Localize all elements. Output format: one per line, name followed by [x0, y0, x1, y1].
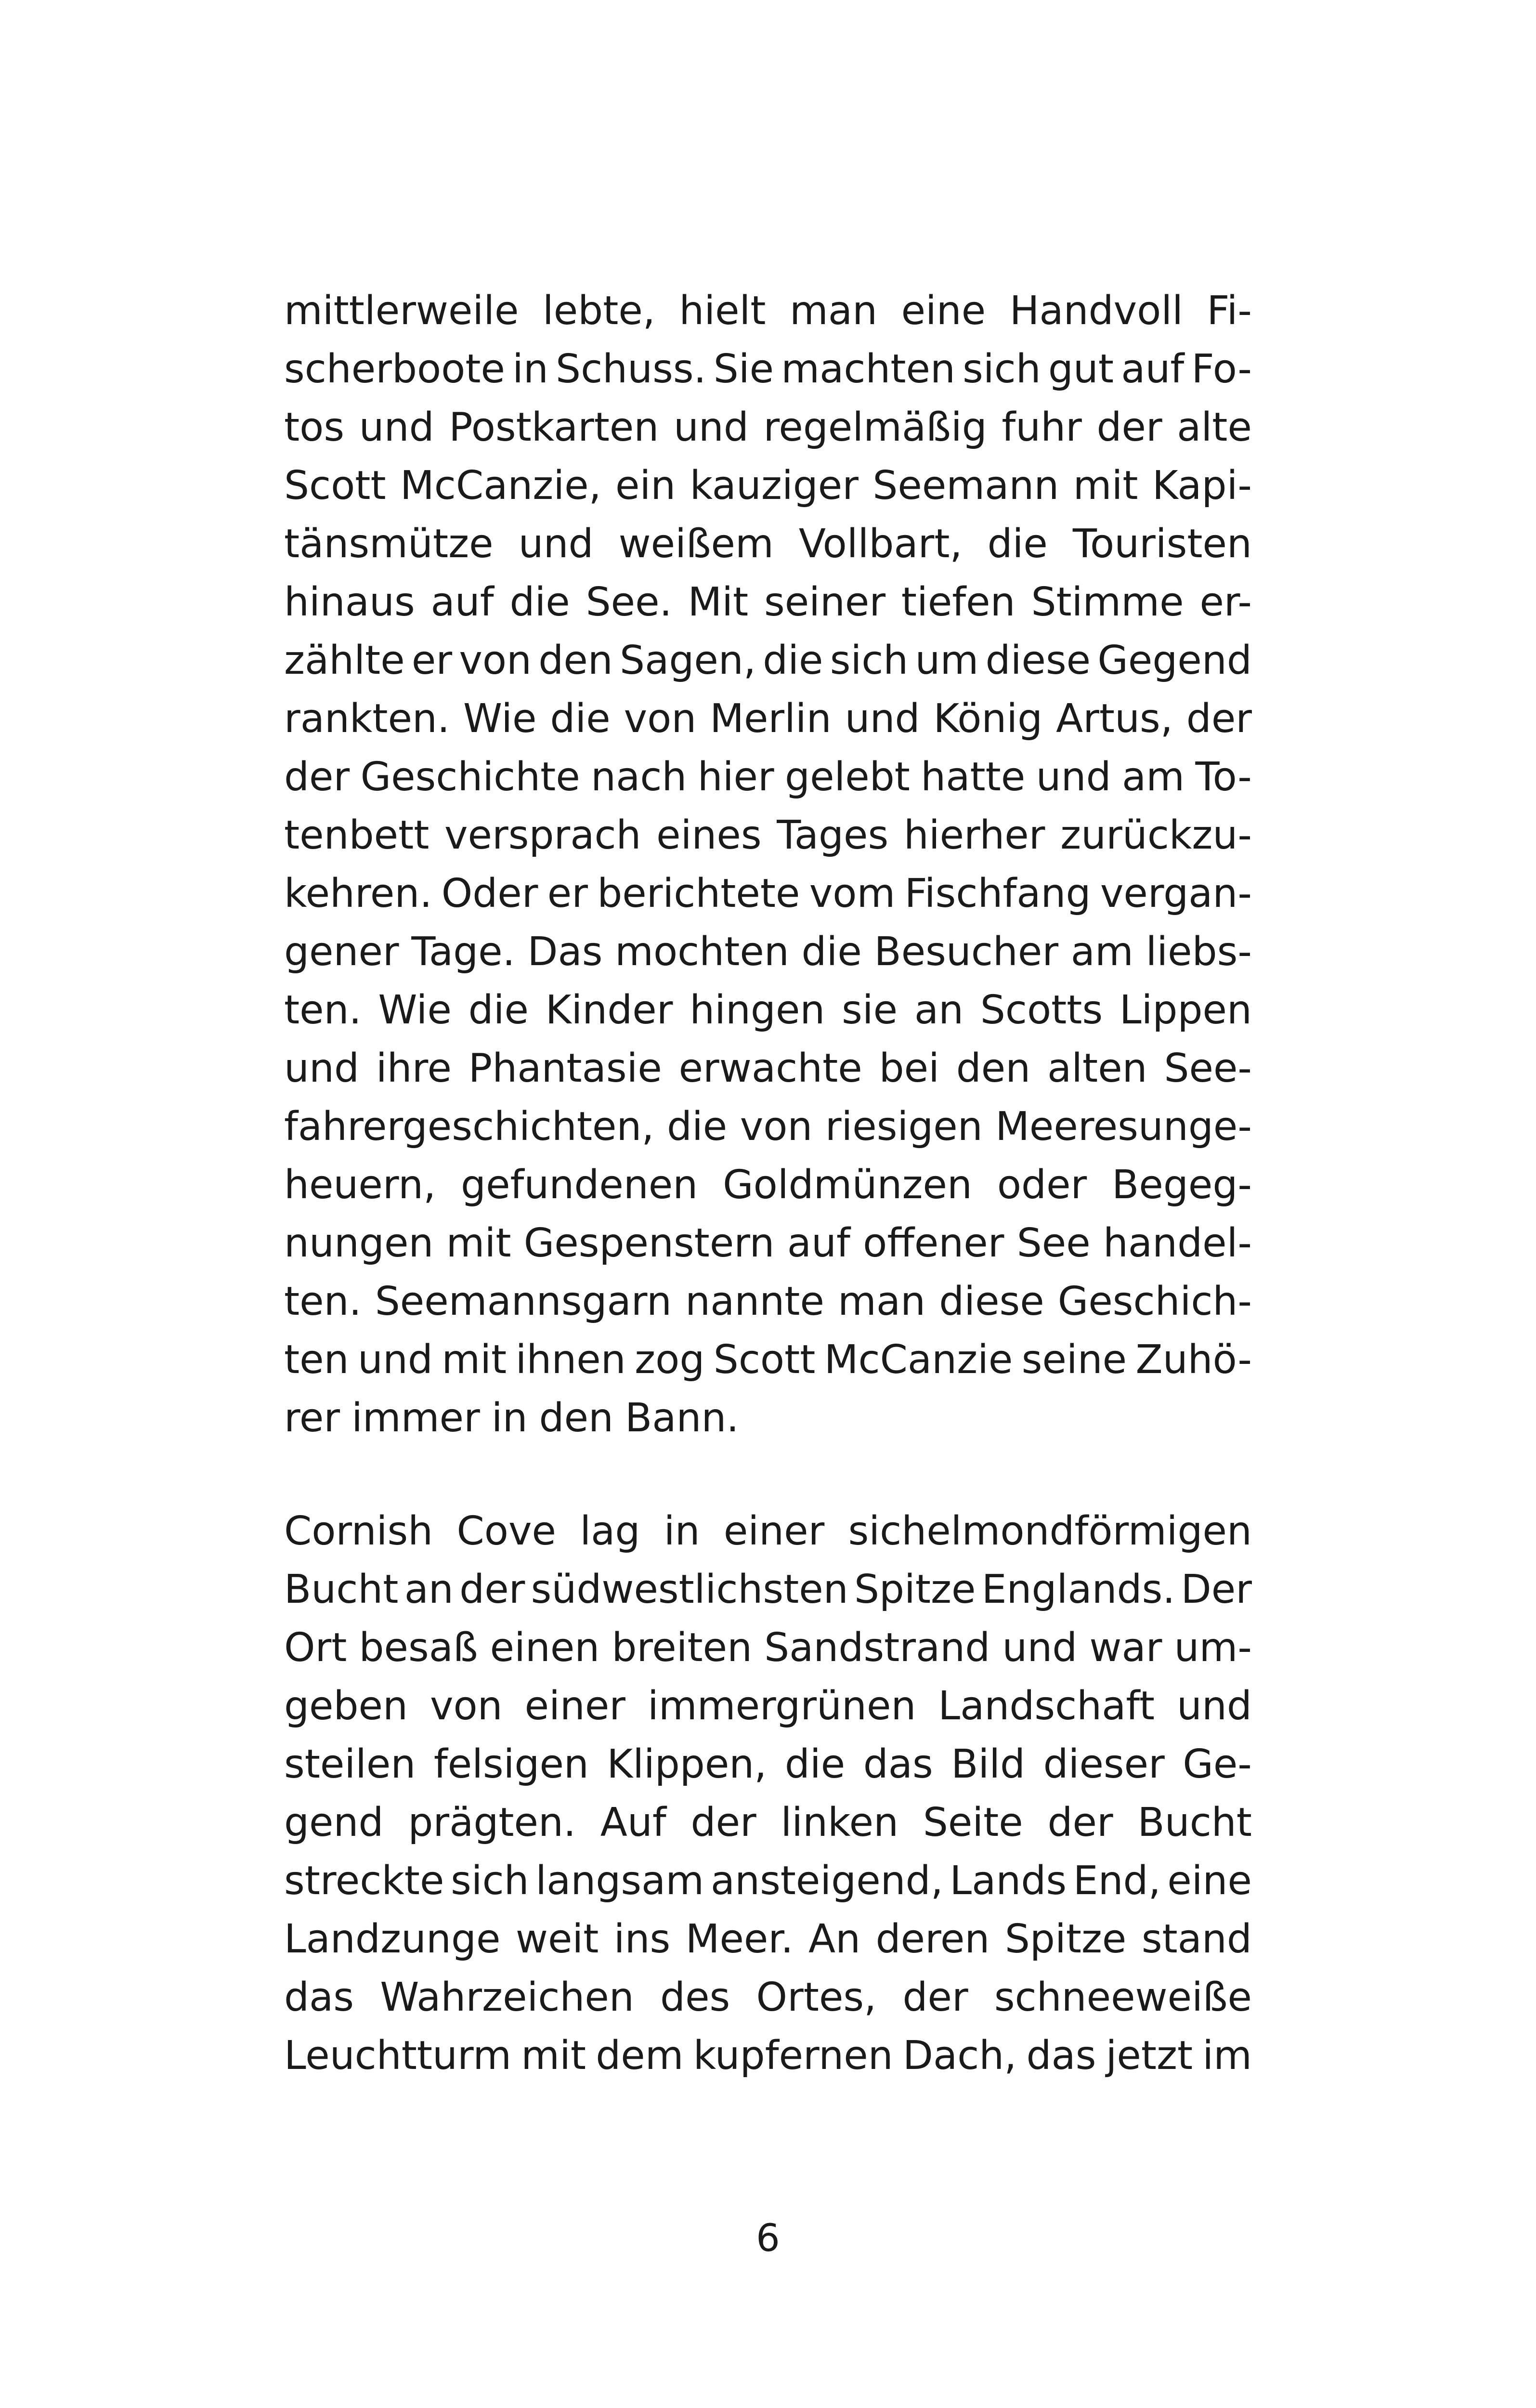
word: auf	[787, 1220, 850, 1266]
word: Fi-	[1207, 288, 1252, 334]
word: gut	[1048, 346, 1114, 392]
word: und	[673, 405, 749, 450]
word: mit	[442, 1337, 507, 1383]
word: Ge-	[1183, 1741, 1252, 1787]
word: heuern,	[284, 1162, 436, 1208]
word: er	[547, 871, 588, 916]
word: steilen	[284, 1741, 416, 1787]
word: Scotts	[980, 987, 1103, 1033]
word: hielt	[679, 288, 766, 334]
word: die	[550, 696, 611, 742]
word: Klippen,	[607, 1741, 767, 1787]
word: an	[914, 987, 964, 1033]
text-line	[284, 1910, 1252, 1968]
word: am	[1070, 929, 1133, 975]
word: stand	[1141, 1916, 1252, 1962]
word: man	[838, 1279, 926, 1324]
word: An	[808, 1916, 861, 1962]
word: Meer.	[685, 1916, 794, 1962]
word: besaß	[359, 1625, 478, 1671]
word: liebs-	[1145, 929, 1252, 975]
word: weit	[515, 1916, 599, 1962]
word: der	[1047, 1800, 1113, 1845]
word: prägten.	[408, 1800, 576, 1845]
text-line	[284, 2027, 1252, 2085]
text-line	[284, 923, 1252, 981]
word: und	[284, 1046, 359, 1091]
word: ihnen	[515, 1337, 626, 1383]
word: Bucht	[284, 1567, 399, 1612]
word: berichtete	[597, 871, 800, 916]
word: Englands.	[981, 1567, 1175, 1612]
word: den	[539, 1395, 614, 1441]
text-line	[284, 748, 1252, 806]
word: dieser	[1043, 1741, 1165, 1787]
word: ein	[615, 463, 676, 509]
word: Fischfang	[904, 871, 1091, 916]
word: offener	[863, 1220, 1004, 1266]
word: See	[1016, 1220, 1091, 1266]
paragraph-1	[284, 282, 1252, 1447]
text-line	[284, 515, 1252, 573]
word: lag	[580, 1508, 640, 1554]
word: Phantasie	[468, 1046, 662, 1091]
word: geben	[284, 1683, 408, 1729]
word: eine	[901, 288, 986, 334]
word: mit	[446, 1220, 511, 1266]
word: End,	[1073, 1858, 1161, 1904]
word: langsam	[535, 1858, 704, 1904]
text-line	[284, 573, 1252, 631]
word: Sie	[713, 346, 774, 392]
word: und	[845, 696, 920, 742]
word: kauziger	[690, 463, 859, 509]
word: Besucher	[874, 929, 1059, 975]
word: diese	[985, 638, 1091, 683]
word: ten.	[284, 1279, 362, 1324]
word: lebte,	[542, 288, 655, 334]
word: der	[284, 754, 350, 800]
word: machten	[781, 346, 955, 392]
word: Begeg-	[1112, 1162, 1252, 1208]
word: die	[763, 638, 823, 683]
word: Sagen,	[620, 638, 756, 683]
word: Geschichte	[360, 754, 580, 800]
word: Spitze	[1004, 1916, 1127, 1962]
word: Oder	[441, 871, 538, 916]
word: mochten	[615, 929, 789, 975]
word: Touristen	[1072, 521, 1252, 567]
word: Goldmünzen	[723, 1162, 972, 1208]
word: Scott	[713, 1337, 816, 1383]
word: auf	[1121, 346, 1185, 392]
word: ins	[613, 1916, 671, 1962]
word: sich	[830, 638, 909, 683]
word: und	[1176, 1683, 1252, 1729]
word: in	[512, 346, 548, 392]
word: deren	[875, 1916, 990, 1962]
word: kehren.	[284, 871, 432, 916]
word: er	[411, 638, 453, 683]
word: Das	[527, 929, 603, 975]
word: immergrünen	[648, 1683, 916, 1729]
word: Dach,	[902, 2033, 1017, 2079]
word: alten	[1047, 1046, 1147, 1091]
text-line	[284, 806, 1252, 864]
word: Leuchtturm	[284, 2033, 512, 2079]
word: und	[357, 1337, 433, 1383]
word: in	[664, 1508, 700, 1554]
word: scherboote	[284, 346, 505, 392]
word: erwachte	[678, 1046, 862, 1091]
word: das	[1026, 2033, 1096, 2079]
word: von	[459, 638, 532, 683]
word: und	[1036, 754, 1111, 800]
word: zurückzu-	[1060, 812, 1252, 858]
word: des	[660, 1975, 730, 2020]
word: Ort	[284, 1625, 347, 1671]
word: zog	[635, 1337, 705, 1383]
word: der	[690, 1800, 756, 1845]
word: seine	[1021, 1337, 1127, 1383]
text-line	[284, 398, 1252, 457]
word: Meeresunge-	[995, 1104, 1252, 1150]
word: See-	[1164, 1046, 1252, 1091]
word: den	[538, 638, 613, 683]
text-line	[284, 1502, 1252, 1560]
word: der	[459, 1567, 525, 1612]
word: Wie	[378, 987, 452, 1033]
word: Tage.	[411, 929, 515, 975]
word: eines	[656, 812, 762, 858]
word: Schuss.	[556, 346, 706, 392]
word: hatte	[921, 754, 1026, 800]
word: am	[1121, 754, 1185, 800]
word: weißem	[618, 521, 774, 567]
text-line	[284, 631, 1252, 690]
word: seiner	[764, 579, 886, 625]
word: nungen	[284, 1220, 434, 1266]
text-line	[284, 864, 1252, 923]
text-line	[284, 981, 1252, 1039]
word: um-	[1174, 1625, 1252, 1671]
text-line	[284, 1735, 1252, 1793]
word: von	[624, 696, 697, 742]
word: er-	[1199, 579, 1252, 625]
text-line	[284, 1793, 1252, 1852]
word: rankten.	[284, 696, 450, 742]
word: Spitze	[854, 1567, 976, 1612]
word: ten	[284, 1337, 349, 1383]
word: einer	[723, 1508, 825, 1554]
word: Fo-	[1191, 346, 1252, 392]
word: McCanzie	[824, 1337, 1013, 1383]
word: man	[789, 288, 878, 334]
word: kupfernen	[693, 2033, 893, 2079]
word: hier	[697, 754, 774, 800]
word: Handvoll	[1009, 288, 1183, 334]
word: McCanzie,	[400, 463, 601, 509]
word: alte	[1177, 405, 1252, 450]
word: und	[1002, 1625, 1078, 1671]
word: auf	[430, 579, 494, 625]
word: Bann.	[625, 1395, 739, 1441]
word: Cornish	[284, 1508, 433, 1554]
word: die	[468, 987, 529, 1033]
word: sich	[963, 346, 1041, 392]
text-line	[284, 1039, 1252, 1098]
word: Bucht	[1137, 1800, 1252, 1845]
word: versprach	[444, 812, 641, 858]
text-line	[284, 1619, 1252, 1677]
word: Kapi-	[1152, 463, 1252, 509]
word: Artus,	[1056, 696, 1173, 742]
word: ansteigend,	[710, 1858, 943, 1904]
word: Auf	[600, 1800, 666, 1845]
word: See.	[586, 579, 672, 625]
word: zählte	[284, 638, 405, 683]
text-line	[284, 1156, 1252, 1214]
word: felsigen	[433, 1741, 589, 1787]
paragraph-2	[284, 1502, 1252, 2085]
word: handel-	[1103, 1220, 1252, 1266]
word: Geschich-	[1057, 1279, 1252, 1324]
word: Seemann	[872, 463, 1059, 509]
word: oder	[997, 1162, 1087, 1208]
word: breiten	[612, 1625, 753, 1671]
text-line	[284, 457, 1252, 515]
word: tänsmütze	[284, 521, 494, 567]
word: Wie	[463, 696, 537, 742]
word: hinaus	[284, 579, 415, 625]
word: hierher	[903, 812, 1045, 858]
word: sichelmondförmigen	[848, 1508, 1252, 1554]
word: vergan-	[1100, 871, 1252, 916]
word: die	[666, 1104, 728, 1150]
word: gend	[284, 1800, 384, 1845]
text-line	[284, 690, 1252, 748]
word: tenbett	[284, 812, 430, 858]
word: von	[430, 1683, 503, 1729]
word: um	[915, 638, 979, 683]
word: fahrergeschichten,	[284, 1104, 654, 1150]
text-line	[284, 340, 1252, 398]
word: der	[1096, 405, 1162, 450]
text-line	[284, 1389, 1252, 1447]
word: Tages	[777, 812, 889, 858]
word: gefundenen	[461, 1162, 698, 1208]
word: Bild	[951, 1741, 1026, 1787]
word: Merlin	[710, 696, 832, 742]
word: Seite	[923, 1800, 1023, 1845]
word: das	[284, 1975, 354, 2020]
word: gener	[284, 929, 399, 975]
word: Kinder	[545, 987, 673, 1033]
word: mit	[521, 2033, 586, 2079]
word: Ortes,	[756, 1975, 877, 2020]
word: Der	[1181, 1567, 1252, 1612]
word: Postkarten	[449, 405, 659, 450]
word: der	[1186, 696, 1252, 742]
word: Landzunge	[284, 1916, 501, 1962]
word: das	[863, 1741, 933, 1787]
word: schneeweiße	[994, 1975, 1252, 2020]
word: sich	[451, 1858, 529, 1904]
word: sie	[842, 987, 898, 1033]
word: Scott	[284, 463, 386, 509]
text-line	[284, 1968, 1252, 2027]
word: Vollbart,	[798, 521, 963, 567]
word: südwestlichsten	[531, 1567, 848, 1612]
word: dem	[596, 2033, 684, 2079]
word: war	[1089, 1625, 1162, 1671]
word: Cove	[456, 1508, 556, 1554]
word: der	[902, 1975, 968, 2020]
word: die	[784, 1741, 846, 1787]
word: hingen	[690, 987, 825, 1033]
word: Stimme	[1031, 579, 1184, 625]
word: jetzt	[1106, 2033, 1193, 2079]
word: nach	[591, 754, 687, 800]
word: To-	[1195, 754, 1252, 800]
text-line	[284, 1214, 1252, 1272]
word: Mit	[688, 579, 749, 625]
word: ten.	[284, 987, 362, 1033]
word: in	[491, 1395, 528, 1441]
word: einen	[490, 1625, 600, 1671]
word: Lands	[950, 1858, 1067, 1904]
text-line	[284, 1331, 1252, 1389]
word: Gegend	[1097, 638, 1252, 683]
word: und	[359, 405, 434, 450]
page-number: 6	[756, 2217, 780, 2260]
word: fuhr	[1002, 405, 1082, 450]
word: einer	[524, 1683, 626, 1729]
word: streckte	[284, 1858, 444, 1904]
text-line	[284, 282, 1252, 340]
word: nannte	[685, 1279, 824, 1324]
word: Seemannsgarn	[375, 1279, 672, 1324]
word: von	[740, 1104, 813, 1150]
word: im	[1202, 2033, 1252, 2079]
word: Wahrzeichen	[380, 1975, 634, 2020]
word: rer	[284, 1395, 340, 1441]
word: riesigen	[825, 1104, 983, 1150]
word: Zuhö-	[1135, 1337, 1252, 1383]
word: die	[987, 521, 1048, 567]
word: Lippen	[1119, 987, 1252, 1033]
word: eine	[1167, 1858, 1252, 1904]
text-line	[284, 1272, 1252, 1331]
word: linken	[781, 1800, 899, 1845]
word: gelebt	[785, 754, 910, 800]
word: an	[404, 1567, 454, 1612]
text-line	[284, 1098, 1252, 1156]
word: mit	[1073, 463, 1138, 509]
word: Sandstrand	[764, 1625, 990, 1671]
word: König	[933, 696, 1043, 742]
word: diese	[939, 1279, 1044, 1324]
word: immer	[351, 1395, 480, 1441]
word: und	[518, 521, 594, 567]
text-line	[284, 1677, 1252, 1735]
word: mittlerweile	[284, 288, 519, 334]
word: die	[801, 929, 862, 975]
word: die	[509, 579, 570, 625]
word: tos	[284, 405, 345, 450]
word: vom	[809, 871, 896, 916]
word: ihre	[376, 1046, 452, 1091]
word: bei	[879, 1046, 939, 1091]
word: den	[956, 1046, 1031, 1091]
word: tiefen	[901, 579, 1015, 625]
text-line	[284, 1560, 1252, 1619]
word: Gespenstern	[523, 1220, 775, 1266]
text-line	[284, 1852, 1252, 1910]
word: Landschaft	[938, 1683, 1155, 1729]
word: regelmäßig	[763, 405, 987, 450]
